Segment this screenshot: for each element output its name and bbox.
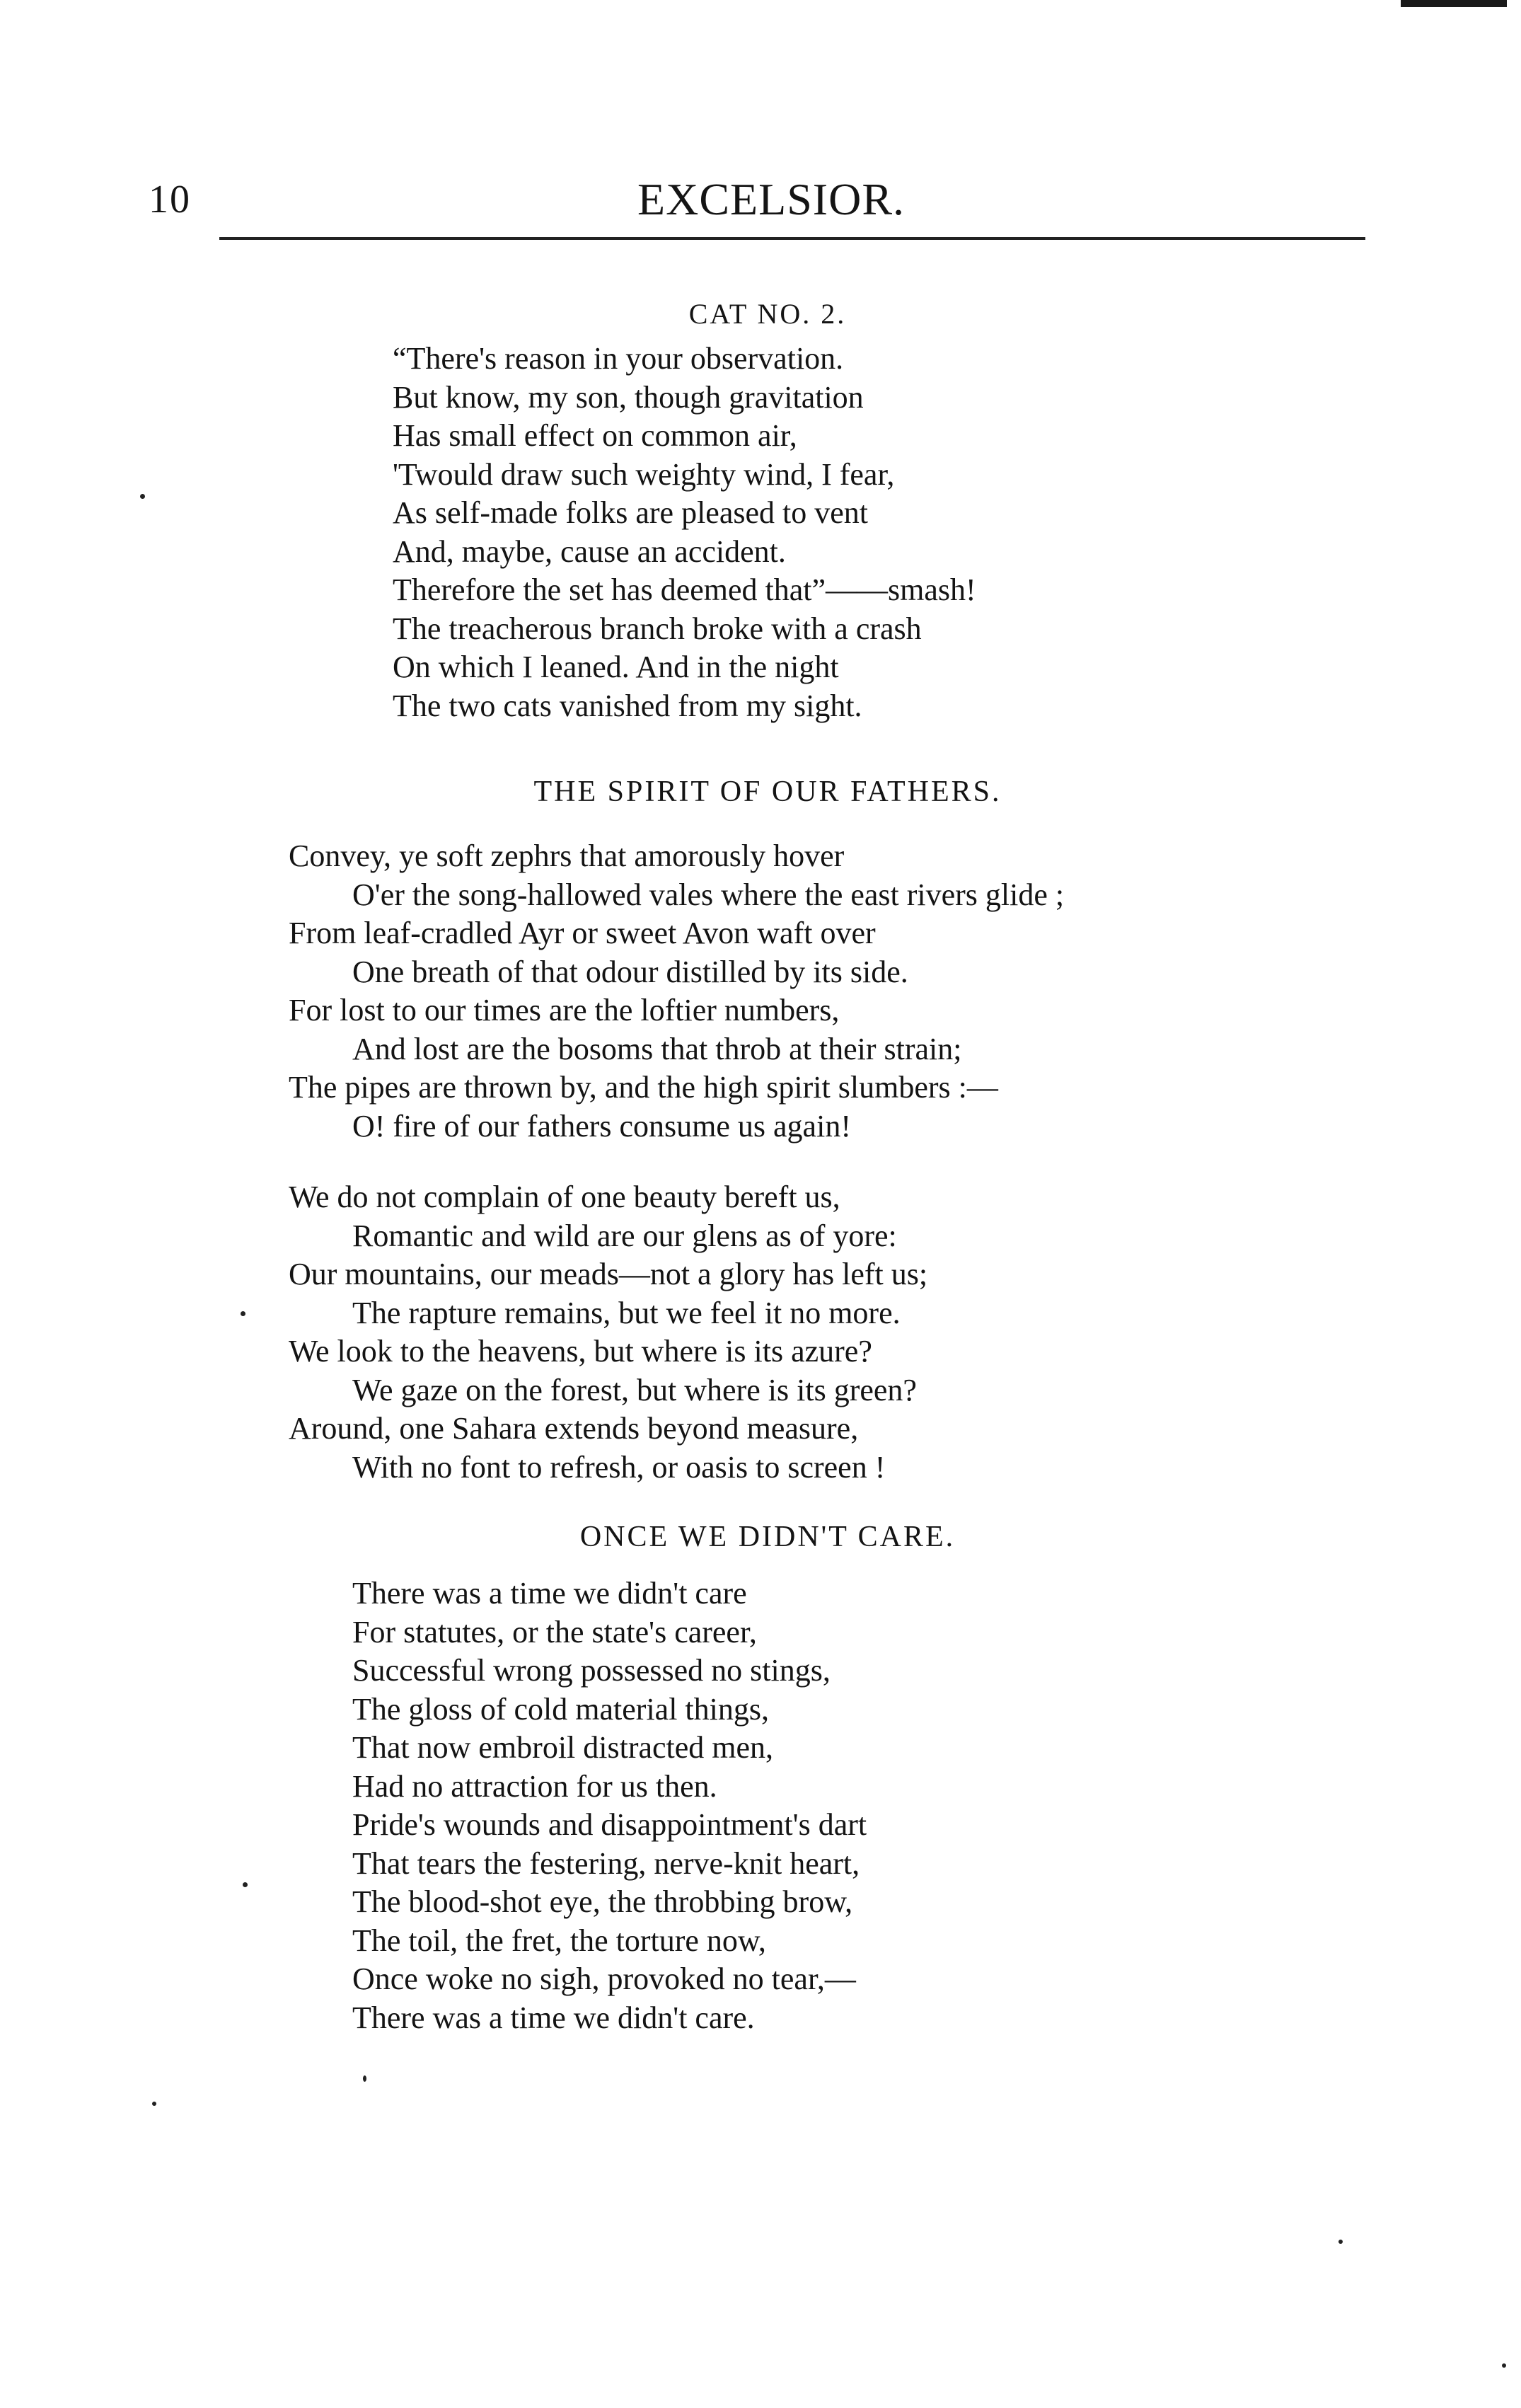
verse-line: There was a time we didn't care. — [352, 2000, 755, 2035]
verse-line: That now embroil distracted men, — [352, 1730, 774, 1765]
poem-cat-no-2-lines — [393, 340, 976, 725]
verse-line: The two cats vanished from my sight. — [393, 688, 862, 723]
verse-line: The blood-shot eye, the throbbing brow, — [352, 1884, 853, 1919]
poem-title-cat-no-2: CAT NO. 2. — [688, 298, 847, 330]
verse-line: Once woke no sigh, provoked no tear,— — [352, 1961, 856, 1996]
verse-line: Successful wrong possessed no stings, — [352, 1653, 831, 1688]
verse-line: But know, my son, though gravitation — [393, 379, 864, 415]
poem-title-once-we-didnt-care: ONCE WE DIDN'T CARE. — [579, 1521, 956, 1553]
verse-line: O! fire of our fathers consume us again! — [352, 1108, 851, 1143]
poem-title-spirit-of-our-fathers: THE SPIRIT OF OUR FATHERS. — [533, 776, 1002, 808]
scan-speck — [140, 494, 145, 499]
poem-once-we-didnt-care-lines — [352, 1574, 867, 2037]
verse-line: Pride's wounds and disappointment's dart — [352, 1807, 867, 1842]
verse-line: Around, one Sahara extends beyond measure, — [289, 1411, 859, 1446]
verse-line: For statutes, or the state's career, — [352, 1614, 757, 1649]
verse-line: The treacherous branch broke with a crash — [393, 611, 922, 646]
verse-line: For lost to our times are the loftier numbers, — [289, 993, 840, 1027]
verse-line: And lost are the bosoms that throb at their strain; — [352, 1031, 962, 1066]
verse-line: On which I leaned. And in the night — [393, 650, 839, 684]
verse-line: That tears the festering, nerve-knit heart, — [352, 1845, 860, 1881]
verse-line: There was a time we didn't care — [352, 1576, 747, 1611]
verse-line: We look to the heavens, but where is its azure? — [289, 1334, 872, 1369]
verse-line: And, maybe, cause an accident. — [393, 534, 786, 569]
verse-line: “There's reason in your observation. — [393, 341, 844, 376]
scan-speck — [1502, 2363, 1506, 2368]
verse-line: The pipes are thrown by, and the high spirit slumbers :— — [289, 1070, 998, 1105]
verse-line: Convey, ye soft zephrs that amorously hover — [289, 839, 845, 873]
scan-speck — [152, 2102, 156, 2106]
verse-line: The toil, the fret, the torture now, — [352, 1923, 766, 1958]
verse-line: Therefore the set has deemed that”——smash! — [393, 572, 976, 607]
verse-line: One breath of that odour distilled by its side. — [352, 954, 908, 989]
verse-line: From leaf-cradled Ayr or sweet Avon waft over — [289, 916, 876, 950]
scan-edge-mark — [1401, 0, 1507, 7]
verse-line: Had no attraction for us then. — [352, 1768, 717, 1804]
scan-speck — [243, 1882, 248, 1887]
verse-line: We gaze on the forest, but where is its green? — [352, 1372, 917, 1407]
poem-spirit-stanza-1 — [289, 837, 1064, 1146]
scan-speck — [363, 2075, 366, 2082]
verse-line: As self-made folks are pleased to vent — [393, 495, 868, 530]
running-title: EXCELSIOR. — [637, 174, 905, 224]
verse-line: Romantic and wild are our glens as of yore: — [352, 1218, 897, 1253]
verse-line: 'Twould draw such weighty wind, I fear, — [393, 456, 895, 492]
poem-spirit-stanza-2 — [289, 1178, 927, 1487]
verse-line: With no font to refresh, or oasis to screen ! — [352, 1449, 886, 1485]
verse-line: Has small effect on common air, — [393, 418, 797, 453]
verse-line: We do not complain of one beauty bereft us, — [289, 1180, 840, 1214]
verse-line: Our mountains, our meads—not a glory has left us; — [289, 1257, 928, 1291]
verse-line: The gloss of cold material things, — [352, 1691, 769, 1727]
scan-speck — [1338, 2240, 1343, 2244]
verse-line: The rapture remains, but we feel it no more. — [352, 1295, 901, 1330]
page-number: 10 — [149, 178, 191, 221]
scan-speck — [241, 1311, 245, 1316]
header-rule — [219, 237, 1365, 240]
verse-line: O'er the song-hallowed vales where the east rivers glide ; — [352, 877, 1065, 912]
